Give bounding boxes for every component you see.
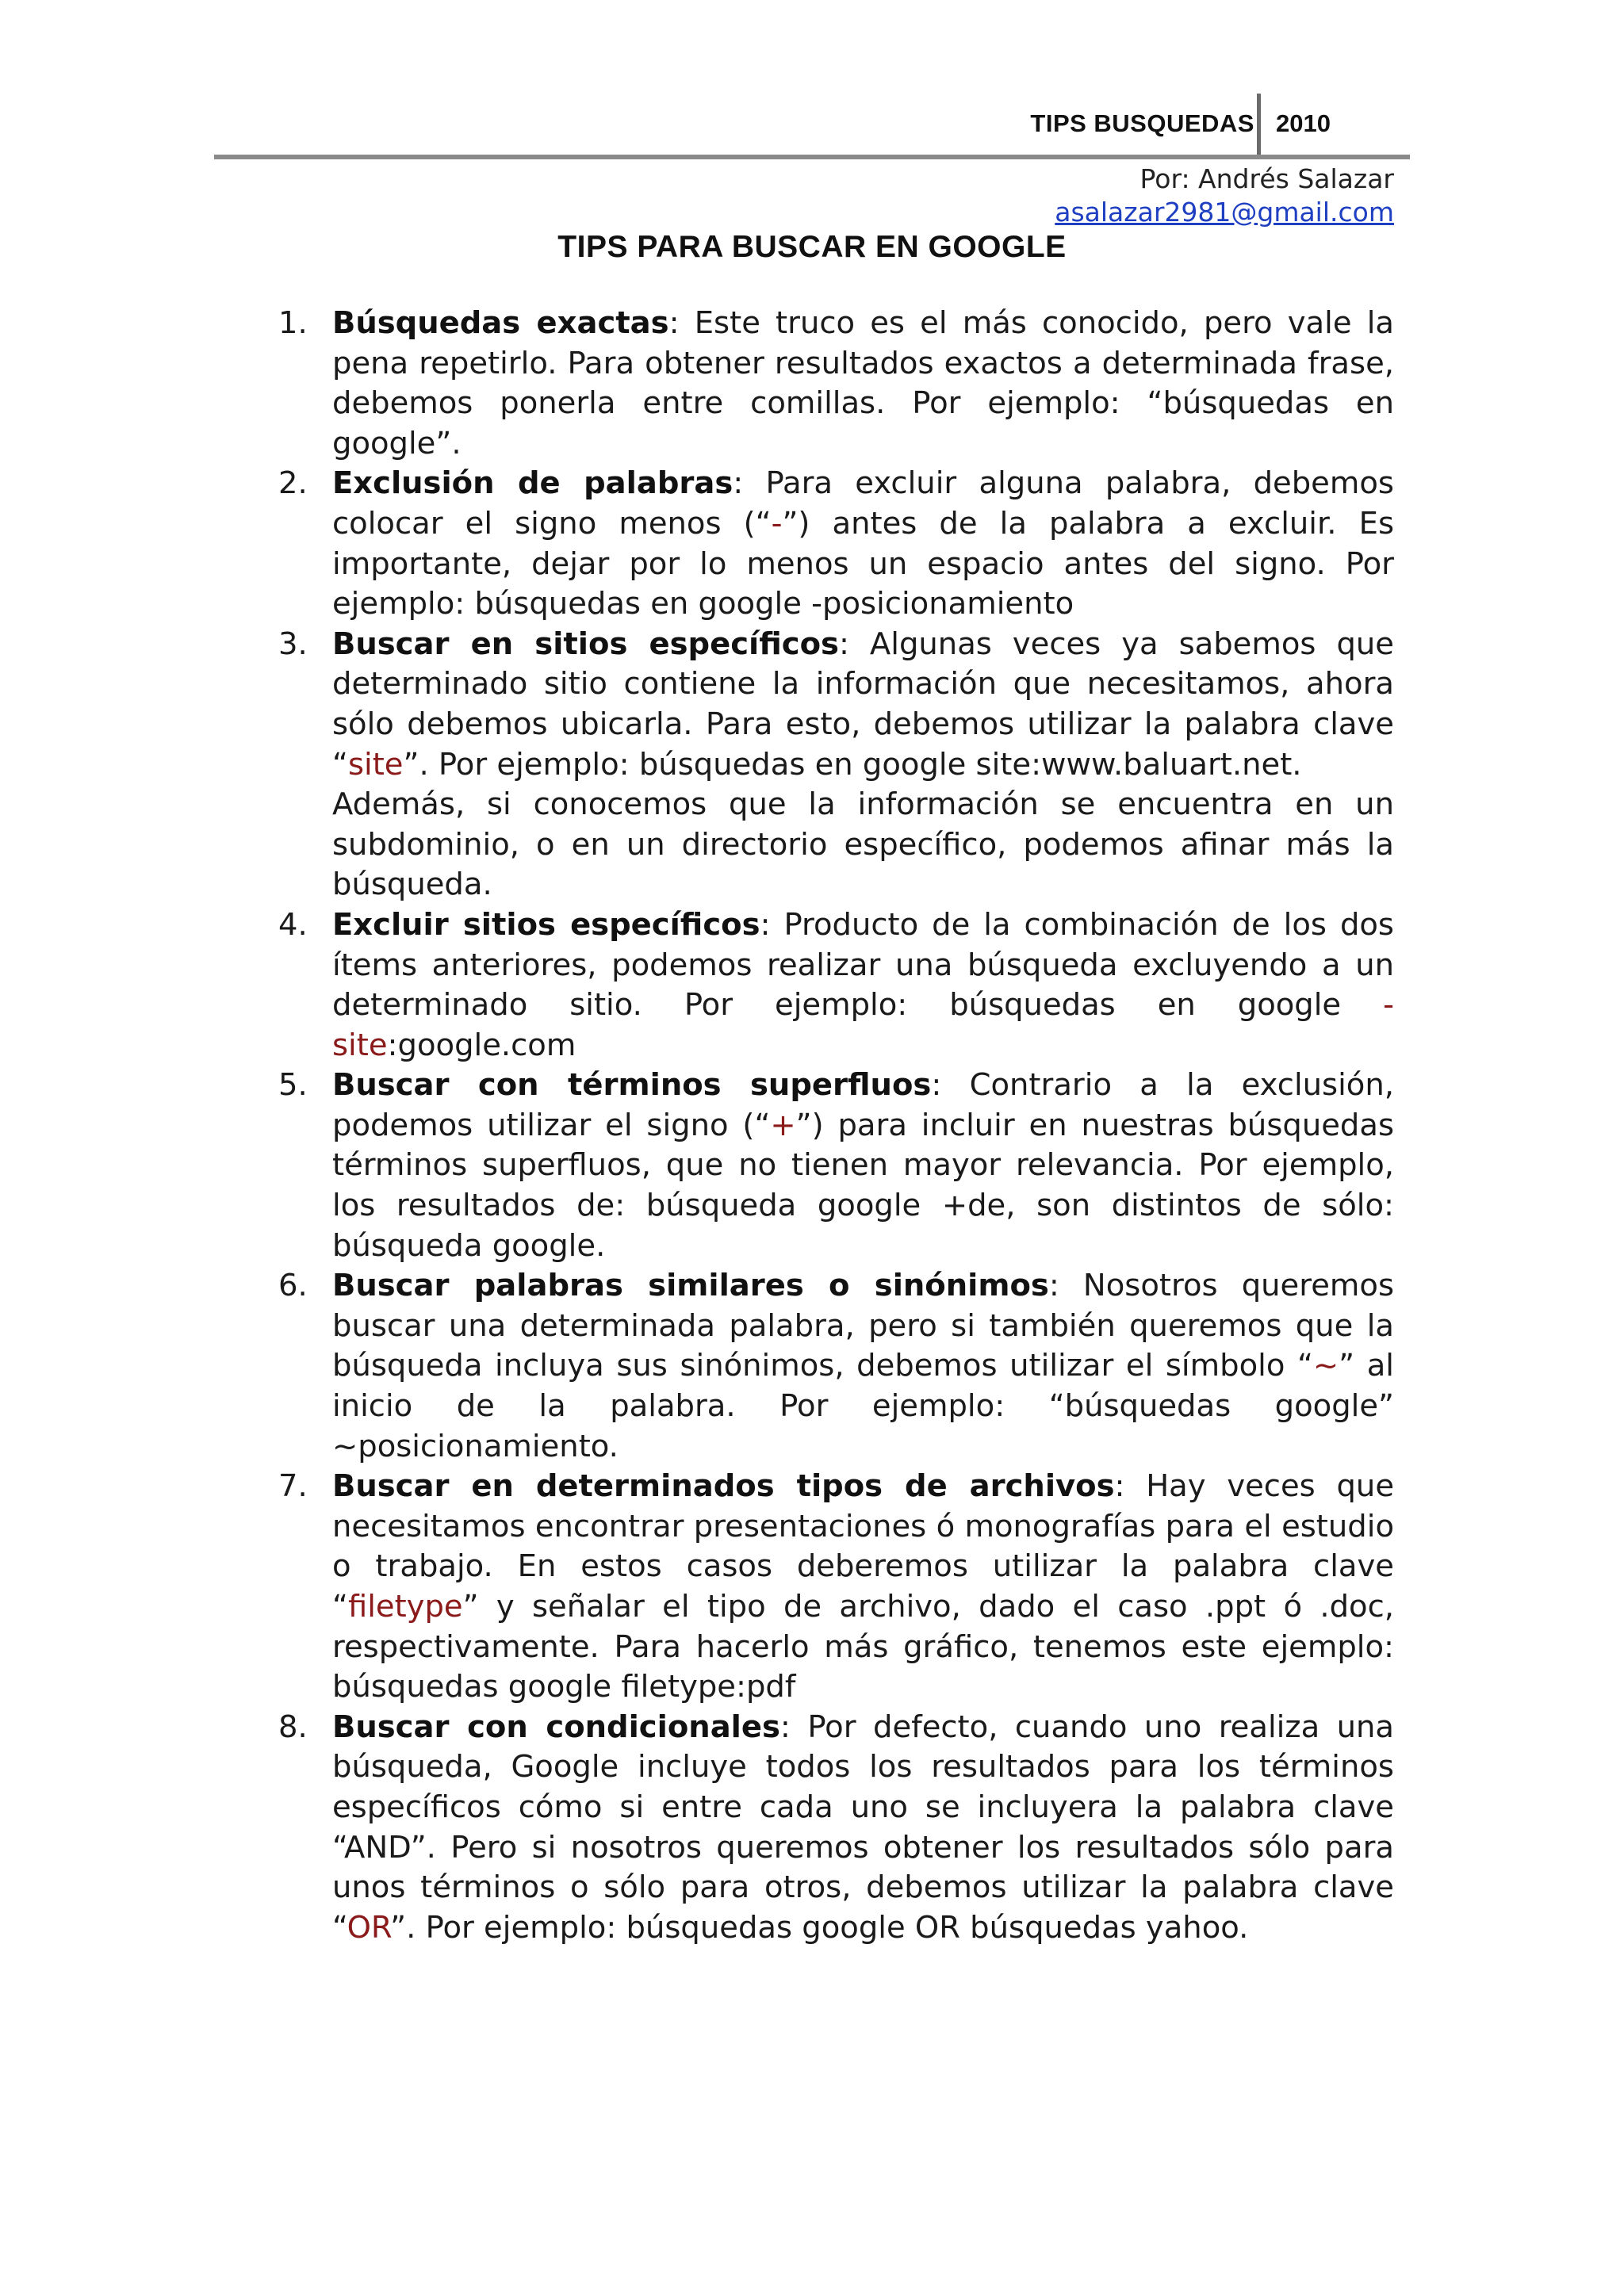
tip-item (274, 905, 1394, 1066)
tip-keyword: - (771, 505, 783, 541)
tip-keyword: filetype (347, 1589, 463, 1624)
tip-title: Buscar en determinados tipos de archivos (332, 1468, 1115, 1505)
tip-item (274, 464, 1394, 624)
tip-text: : Nosotros queremos buscar una determinada palabra, pero si también queremos que la búsqueda incluya sus sinónimos, debemos utilizar el símbolo “ (332, 1268, 1395, 1384)
tip-title: Búsquedas exactas (332, 305, 669, 341)
tip-text: ”. Por ejemplo: búsquedas en google site:www.baluart.net. (403, 746, 1302, 783)
tip-text: : Contrario a la exclusión, podemos utilizar el signo (“ (332, 1067, 1395, 1143)
tip-text: ” y señalar el tipo de archivo, dado el caso .ppt ó .doc, respectivamente. Para hacerlo más gráfico, tenemos este ejemplo: búsquedas google filetype:pdf (332, 1589, 1394, 1705)
tip-title: Buscar palabras similares o sinónimos (332, 1268, 1049, 1304)
tip-number: 2. (278, 465, 308, 502)
tip-item (274, 625, 1394, 905)
tip-text: ”) para incluir en nuestras búsquedas términos superfluos, que no tienen mayor relevancia. Por ejemplo, los resultados de: búsqueda google +de, son distintos de sólo: búsqueda google. (332, 1107, 1395, 1264)
tip-extra-paragraph: Además, si conocemos que la información se encuentra en un subdominio, o en un directorio específico, podemos afinar más la búsqueda. (332, 786, 1394, 903)
tip-keyword: + (770, 1107, 796, 1143)
tip-title: Buscar con términos superfluos (332, 1067, 932, 1104)
tip-item (274, 1708, 1394, 1949)
header-year: 2010 (1276, 109, 1331, 137)
tip-number: 4. (278, 906, 308, 943)
tip-title: Buscar con condicionales (332, 1709, 780, 1745)
document-title: TIPS PARA BUSCAR EN GOOGLE (557, 230, 1067, 264)
tip-keyword: site (347, 746, 404, 783)
page-header (0, 0, 1624, 166)
tip-number: 6. (278, 1268, 308, 1304)
tip-text: : Algunas veces ya sabemos que determinado sitio contiene la información que necesitamos, ahora sólo debemos ubicarla. Para esto, debemos utilizar la palabra clave “ (332, 626, 1394, 783)
tip-keyword: ~ (1312, 1348, 1339, 1384)
tip-title: Excluir sitios específicos (332, 906, 760, 943)
tip-item (274, 304, 1394, 464)
tip-text: : Este truco es el más conocido, pero vale la pena repetirlo. Para obtener resultados exactos a determinada frase, debemos ponerla entre comillas. Por ejemplo: “búsquedas en google”. (332, 305, 1394, 461)
tip-text: : Para excluir alguna palabra, debemos colocar el signo menos (“ (332, 465, 1394, 541)
tip-text: ”. Por ejemplo: búsquedas google OR búsquedas yahoo. (390, 1909, 1249, 1946)
tip-keyword: OR (347, 1909, 391, 1946)
tip-text: : Por defecto, cuando uno realiza una búsqueda, Google incluye todos los resultados para los términos específicos cómo si entre cada uno se incluyera la palabra clave “AND”. Pero si nosotros queremos obtener los resultados sólo para unos términos o sólo para otros, debemos utilizar la palabra clave “ (332, 1709, 1395, 1946)
tip-title: Exclusión de palabras (332, 465, 733, 502)
header-divider (1257, 94, 1261, 159)
tip-number: 8. (278, 1709, 308, 1745)
author-email-link[interactable]: asalazar2981@gmail.com (1055, 197, 1394, 228)
tip-keyword: -site (332, 987, 1394, 1063)
tip-number: 1. (278, 305, 308, 341)
tip-number: 5. (278, 1067, 308, 1104)
tip-title: Buscar en sitios específicos (332, 626, 839, 662)
tip-text: : Producto de la combinación de los dos ítems anteriores, podemos realizar una búsqueda excluyendo a un determinado sitio. Por ejemplo: búsquedas en google (332, 906, 1394, 1024)
tip-text: : Hay veces que necesitamos encontrar presentaciones ó monografías para el estudio o trabajo. En estos casos deberemos utilizar la palabra clave “ (332, 1468, 1395, 1624)
tip-number: 3. (278, 626, 308, 662)
tip-item (274, 1266, 1394, 1467)
header-label: TIPS BUSQUEDAS (1030, 109, 1254, 137)
header-rule (214, 155, 1410, 159)
tip-number: 7. (278, 1468, 308, 1505)
author-line: Por: Andrés Salazar (1139, 163, 1394, 194)
tips-list (274, 304, 1394, 1948)
tip-item (274, 1066, 1394, 1266)
tip-text: ” al inicio de la palabra. Por ejemplo: “búsquedas google” ~posicionamiento. (332, 1348, 1394, 1464)
tip-text: :google.com (387, 1027, 576, 1063)
tip-text: ”) antes de la palabra a excluir. Es importante, dejar por lo menos un espacio antes del signo. Por ejemplo: búsquedas en google -posicionamiento (332, 505, 1394, 622)
tip-item (274, 1467, 1394, 1708)
